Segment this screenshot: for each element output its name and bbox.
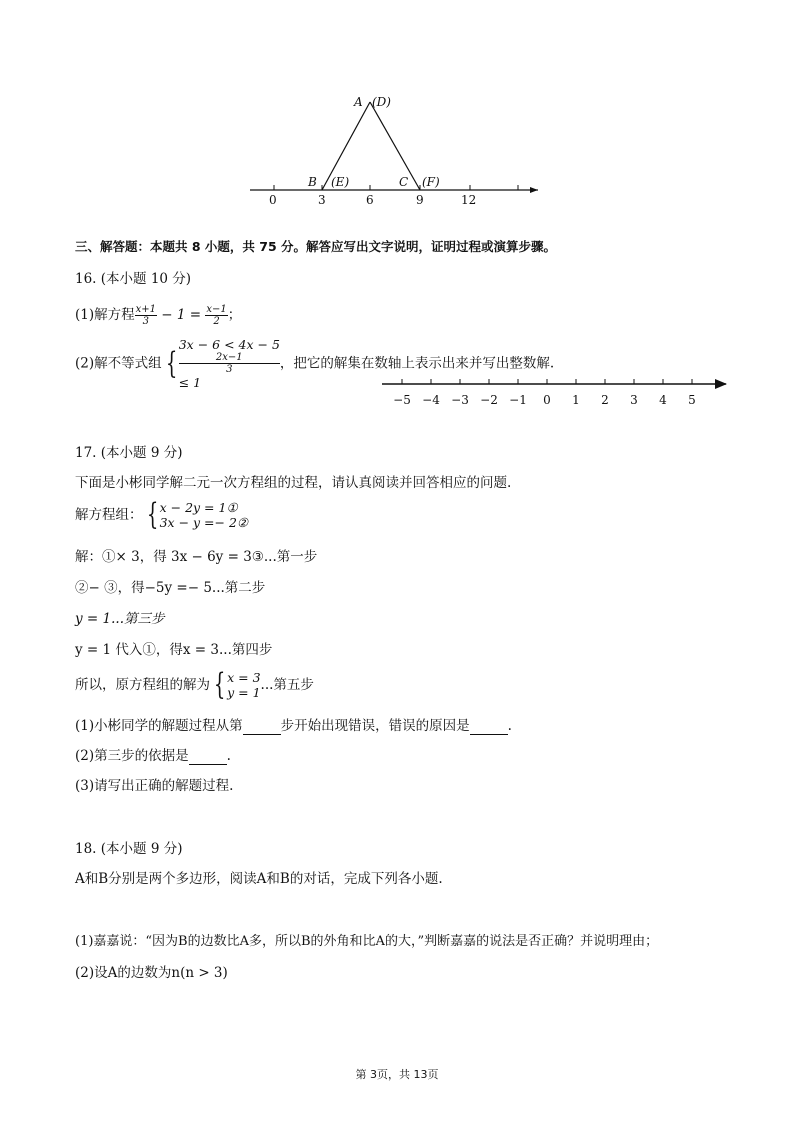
sub2-text-b: . [226, 748, 231, 764]
q17-system [75, 497, 249, 538]
number-line-tick-label: −3 [451, 393, 469, 407]
inequality-2 [179, 352, 280, 390]
equation-middle: − 1 = [157, 307, 206, 323]
q16-part1-suffix: ； [227, 307, 242, 323]
q17-sub1 [75, 717, 512, 735]
brace-icon: { [213, 667, 226, 702]
number-line-tick-label: 0 [543, 393, 551, 407]
vertex-f-label: (F) [422, 175, 440, 189]
number-line-tick-label: 3 [630, 393, 638, 407]
solution-x: x = 3 [227, 670, 261, 685]
fraction [179, 352, 280, 375]
q16-part1 [75, 304, 241, 327]
q16-title: 16. (本小题 10 分) [75, 271, 192, 287]
tick-label: 6 [366, 193, 374, 207]
fraction [135, 304, 157, 327]
sub1-text-a: (1)小彬同学的解题过程从第 [75, 718, 243, 734]
vertex-b-label: B [308, 175, 317, 189]
vertex-d-label: (D) [372, 95, 391, 109]
vertex-a-label: A [354, 95, 363, 109]
q16-part1-prefix: (1)解方程 [75, 307, 135, 323]
fraction-numerator: x+1 [135, 304, 157, 315]
solution-y: y = 1 [227, 685, 261, 700]
q17-step4: y = 1 代入①，得x = 3...第四步 [75, 642, 273, 658]
q17-step3: y = 1...第三步 [75, 611, 165, 627]
inequality-1: 3x − 6 < 4x − 5 [178, 337, 280, 352]
vertex-e-label: (E) [331, 175, 350, 189]
tick-label: 3 [318, 193, 326, 207]
equation-1: x − 2y = 1① [159, 500, 238, 515]
q18-intro: A和B分别是两个多边形，阅读A和B的对话，完成下列各小题. [75, 871, 443, 887]
section-heading: 三、解答题：本题共 8 小题，共 75 分。解答应写出文字说明，证明过程或演算步骤。 [75, 239, 557, 254]
equation-system [160, 500, 249, 530]
number-line-tick-label: 2 [601, 393, 609, 407]
answer-blank[interactable] [470, 720, 508, 735]
q17-sub3: (3)请写出正确的解题过程. [75, 778, 234, 794]
answer-blank[interactable] [189, 750, 227, 765]
sub1-text-c: . [507, 718, 512, 734]
fraction-denominator: 3 [226, 364, 233, 375]
brace-icon: { [165, 345, 177, 381]
system-label: 解方程组： [75, 507, 143, 523]
brace-icon: { [146, 497, 158, 532]
q18-sub2: (2)设A的边数为n(n > 3) [75, 965, 228, 981]
sub1-text-b: 步开始出现错误，错误的原因是 [280, 718, 470, 734]
number-line-tick-label: −2 [480, 393, 498, 407]
vertex-c-label: C [399, 175, 409, 189]
q17-step2: ②− ③，得−5y =− 5...第二步 [75, 580, 266, 596]
fraction-numerator: 2x−1 [179, 352, 280, 364]
q17-sub2 [75, 747, 231, 765]
tick-label: 9 [416, 193, 424, 207]
q18-title: 18. (本小题 9 分) [75, 841, 183, 857]
q18-sub1: (1)嘉嘉说：“因为B的边数比A多，所以B的外角和比A的大，”判断嘉嘉的说法是否正确？并说明理由； [75, 934, 659, 949]
fraction-denominator: 2 [213, 316, 220, 327]
page-footer: 第 3页，共 13页 [355, 1068, 439, 1081]
number-line-tick-label: 4 [659, 393, 667, 407]
sub2-text-a: (2)第三步的依据是 [75, 748, 189, 764]
number-line-tick-label: −1 [509, 393, 527, 407]
step5-prefix: 所以，原方程组的解为 [75, 677, 210, 693]
q16-part2 [75, 337, 555, 390]
q17-intro: 下面是小彬同学解二元一次方程组的过程，请认真阅读并回答相应的问题. [75, 475, 512, 491]
solution-system [227, 670, 260, 700]
tick-label: 12 [461, 193, 477, 207]
fraction-numerator: x−1 [206, 304, 227, 315]
q17-title: 17. (本小题 9 分) [75, 445, 183, 461]
q17-step5 [75, 667, 314, 708]
number-line-tick-label: −4 [422, 393, 440, 407]
step5-suffix: ...第五步 [260, 677, 314, 693]
inequality-2-rest: ≤ 1 [178, 375, 202, 390]
inequality-system [179, 337, 280, 390]
number-line-tick-label: −5 [393, 393, 411, 407]
q16-part2-suffix: ，把它的解集在数轴上表示出来并写出整数解. [279, 355, 555, 372]
equation-2: 3x − y =− 2② [159, 515, 249, 530]
number-line [382, 372, 732, 412]
number-line-tick-label: 1 [572, 393, 580, 407]
tick-label: 0 [269, 193, 277, 207]
fraction-denominator: 3 [142, 316, 149, 327]
triangle-figure [240, 88, 550, 208]
fraction [205, 304, 227, 327]
q16-part2-prefix: (2)解不等式组 [75, 355, 162, 372]
answer-blank[interactable] [243, 720, 281, 735]
q17-step1: 解：①× 3，得 3x − 6y = 3③...第一步 [75, 549, 318, 565]
number-line-tick-label: 5 [688, 393, 696, 407]
